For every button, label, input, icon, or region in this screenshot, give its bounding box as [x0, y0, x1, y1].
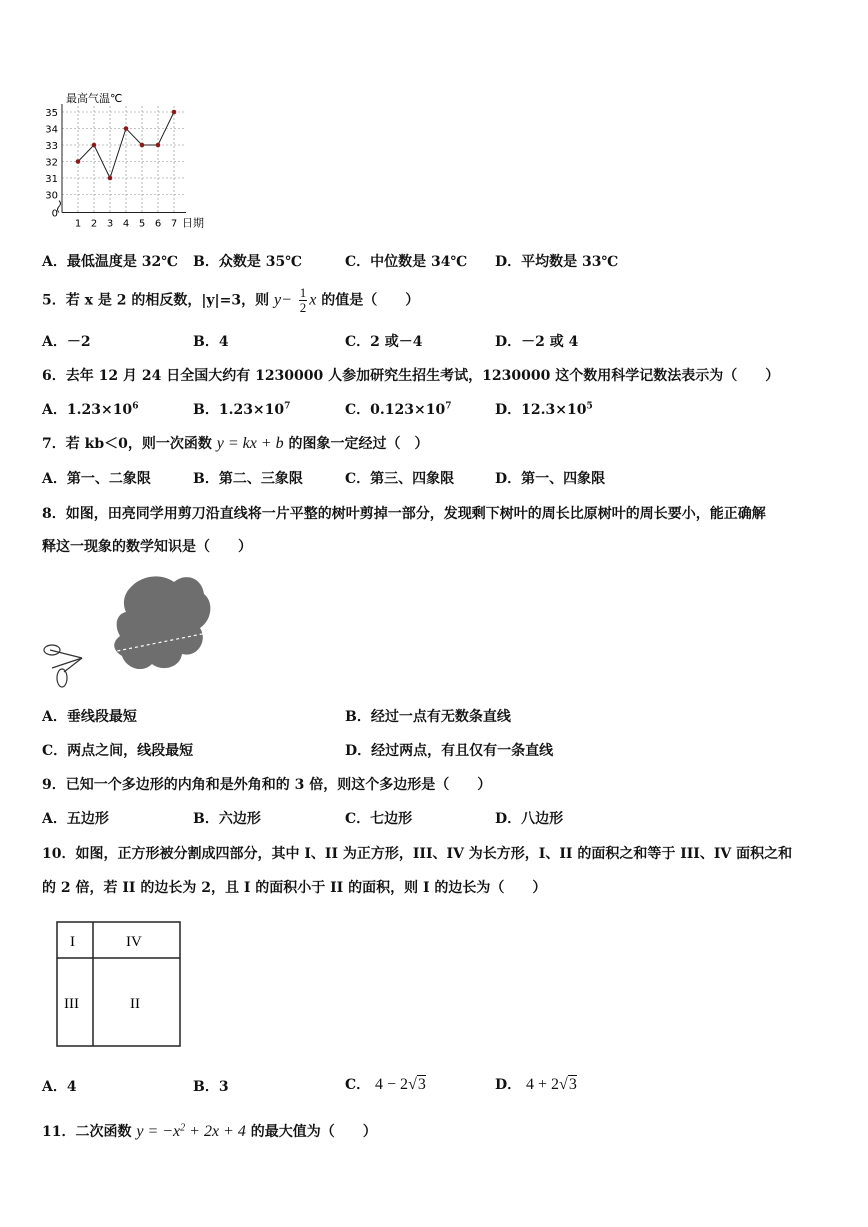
q10-option-c-expr: 4 − 2	[375, 1076, 409, 1093]
q10-option-d-expr: 4 + 2	[526, 1076, 560, 1093]
square-partition-svg	[56, 921, 182, 1049]
q7-option-a[interactable]: A．第一、二象限	[42, 471, 151, 487]
q10-stem-line1: 10．如图，正方形被分割成四部分，其中 I、II 为正方形，III、IV 为长方形，I、II 的面积之和等于 III、IV 面积之和	[42, 846, 793, 862]
q6-option-c-label: C．0.123×10	[345, 402, 446, 418]
data-point	[92, 143, 97, 148]
x-tick-label: 1	[74, 218, 82, 230]
q11-formula-exp: 2	[180, 1122, 186, 1134]
scissors-icon	[44, 645, 82, 687]
q6-option-b[interactable]	[193, 399, 290, 419]
region-label-i: I	[70, 934, 75, 950]
leaf-scissors-svg	[42, 568, 222, 694]
q7-option-c[interactable]: C．第三、四象限	[345, 471, 455, 487]
data-point	[76, 159, 81, 164]
chart-axes	[58, 104, 187, 213]
q5-stem	[42, 286, 419, 315]
q10-option-a[interactable]: A．4	[42, 1079, 77, 1095]
q10-option-b[interactable]: B．3	[193, 1079, 229, 1095]
q11-suffix: 的最大值为（ ）	[250, 1124, 377, 1140]
chart-xlabel: 日期	[182, 216, 204, 230]
x-tick-label: 4	[122, 218, 130, 230]
q7-formula: y = kx + b	[216, 435, 284, 452]
y-tick-label: 0	[51, 208, 58, 220]
q5-numerator: 1	[299, 285, 307, 300]
x-tick-label: 7	[170, 218, 178, 230]
q5-denominator: 2	[299, 300, 307, 315]
q7-option-b[interactable]: B．第二、三象限	[193, 471, 303, 487]
data-point	[124, 126, 129, 131]
q5-prefix: 5．若 x 是 2 的相反数，|y|=3，则	[42, 292, 270, 309]
x-tick-label: 5	[138, 218, 146, 230]
q8-option-b[interactable]: B．经过一点有无数条直线	[345, 709, 511, 725]
q11-formula-a: y = −x	[136, 1123, 181, 1140]
region-label-iii: III	[64, 996, 79, 1012]
y-tick-label: 31	[45, 174, 58, 185]
q10-stem-line2: 的 2 倍，若 II 的边长为 2，且 I 的面积小于 II 的面积，则 I 的边长为（ ）	[42, 880, 547, 896]
data-point	[108, 176, 113, 181]
q9-stem: 9．已知一个多边形的内角和是外角和的 3 倍，则这个多边形是（ ）	[42, 777, 492, 793]
q5-option-d[interactable]: D．－2 或 4	[495, 334, 579, 350]
q10-option-c[interactable]: C． 4 − 2√3	[345, 1076, 426, 1093]
q5-option-c[interactable]: C．2 或－4	[345, 334, 423, 350]
q9-option-c[interactable]: C．七边形	[345, 811, 413, 827]
q9-option-d[interactable]: D．八边形	[495, 811, 564, 827]
data-point	[172, 110, 177, 115]
q6-option-d-label: D．12.3×10	[495, 402, 587, 418]
q6-option-b-label: B．1.23×10	[193, 402, 285, 418]
q8-stem-line2: 释这一现象的数学知识是（ ）	[42, 539, 252, 555]
data-point	[140, 143, 145, 148]
q5-var-x: x	[309, 291, 317, 309]
chart-title: 最高气温℃	[66, 92, 123, 105]
q9-option-a[interactable]: A．五边形	[42, 811, 109, 827]
q4-option-d[interactable]: D．平均数是 33℃	[495, 254, 619, 270]
q10-option-d-radicand: 3	[568, 1076, 577, 1093]
q6-option-d[interactable]	[495, 399, 593, 419]
q10-option-c-label: C．	[345, 1077, 371, 1093]
q10-option-d-label: D．	[495, 1077, 522, 1093]
q11-stem	[42, 1121, 377, 1141]
y-tick-label: 33	[45, 141, 58, 152]
q6-option-a[interactable]	[42, 399, 138, 419]
q8-option-d[interactable]: D．经过两点，有且仅有一条直线	[345, 743, 554, 759]
q7-option-d[interactable]: D．第一、四象限	[495, 471, 606, 487]
data-point	[156, 143, 161, 148]
q5-option-b[interactable]: B．4	[193, 334, 229, 350]
x-tick-label: 2	[90, 218, 98, 230]
x-tick-label: 6	[154, 218, 162, 230]
leaf-scissors-figure	[42, 568, 222, 694]
leaf-shape	[114, 576, 210, 669]
q10-option-c-radicand: 3	[417, 1076, 426, 1093]
q6-option-d-exp: 5	[586, 401, 593, 412]
q9-option-b[interactable]: B．六边形	[193, 811, 261, 827]
q5-suffix: 的值是（ ）	[321, 292, 420, 309]
q4-option-b[interactable]: B．众数是 35℃	[193, 254, 302, 270]
y-tick-label: 30	[45, 190, 58, 202]
q7-prefix: 7．若 kb＜0，则一次函数	[42, 436, 212, 452]
q6-option-a-label: A．1.23×10	[42, 402, 133, 418]
q6-option-c[interactable]	[345, 399, 451, 419]
y-tick-label: 32	[45, 157, 58, 169]
q8-option-a[interactable]: A．垂线段最短	[42, 709, 137, 725]
q4-option-c[interactable]: C．中位数是 34℃	[345, 254, 468, 270]
y-tick-label: 34	[45, 124, 58, 136]
q5-fraction	[299, 286, 308, 315]
q6-stem: 6．去年 12 月 24 日全国大约有 1230000 人参加研究生招生考试，1230000 这个数用科学记数法表示为（ ）	[42, 368, 780, 384]
q5-minus: −	[281, 291, 292, 309]
chart-ticks	[45, 108, 177, 230]
q6-option-b-exp: 7	[284, 401, 291, 412]
q11-formula-b: + 2x + 4	[185, 1123, 246, 1140]
temperature-chart	[40, 88, 230, 238]
q6-option-c-exp: 7	[445, 401, 452, 412]
q6-option-a-exp: 6	[132, 401, 139, 412]
chart-svg	[40, 88, 230, 238]
square-partition-figure	[56, 921, 182, 1049]
q5-var-y: y	[274, 291, 282, 309]
q8-stem-line1: 8．如图，田亮同学用剪刀沿直线将一片平整的树叶剪掉一部分，发现剩下树叶的周长比原树叶的周长要小，能正确解	[42, 506, 766, 522]
y-tick-label: 35	[45, 108, 58, 119]
region-label-iv: IV	[126, 934, 142, 950]
q4-option-a[interactable]: A．最低温度是 32℃	[42, 254, 178, 270]
q7-stem	[42, 433, 429, 453]
q11-prefix: 11．二次函数	[42, 1124, 132, 1140]
region-label-ii: II	[130, 996, 140, 1012]
q8-option-c[interactable]: C．两点之间，线段最短	[42, 743, 194, 759]
q5-option-a[interactable]: A．－2	[42, 334, 91, 350]
q7-suffix: 的图象一定经过（ ）	[288, 436, 429, 452]
x-tick-label: 3	[106, 218, 114, 230]
q10-option-d[interactable]: D． 4 + 2√3	[495, 1076, 577, 1093]
